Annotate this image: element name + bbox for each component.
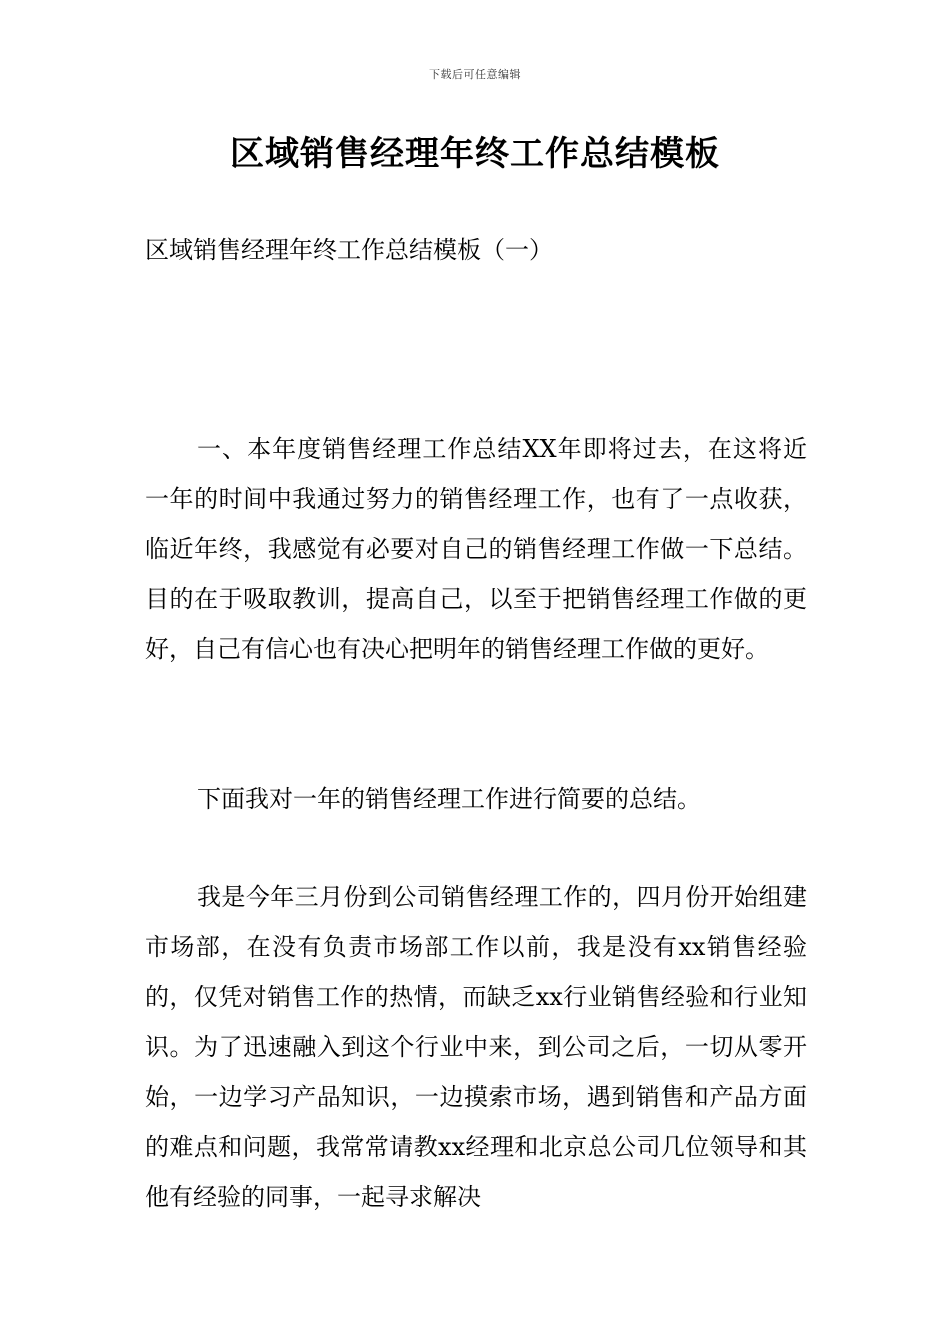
section-subtitle: 区域销售经理年终工作总结模板（一） (145, 236, 553, 264)
document-title: 区域销售经理年终工作总结模板 (230, 134, 720, 174)
header-note: 下载后可任意编辑 (429, 68, 521, 81)
body-paragraph: 下面我对一年的销售经理工作进行简要的总结。 (197, 785, 701, 813)
body-paragraph: 我是今年三月份到公司销售经理工作的，四月份开始组建市场部，在没有负责市场部工作以前，我是没有xx销售经验的，仅凭对销售工作的热情，而缺乏xx行业销售经验和行业知识。为了迅速融入到这个行业中来，到公司之后，一切从零开始，一边学习产品知识，一边摸索市场，遇到销售和产品方面的难点和问题，我常常请教xx经理和北京总公司几位领导和其他有经验的同事，一起寻求解决 (145, 883, 807, 1211)
body-paragraph: 一、本年度销售经理工作总结XX年即将过去，在这将近一年的时间中我通过努力的销售经理工作，也有了一点收获，临近年终，我感觉有必要对自己的销售经理工作做一下总结。目的在于吸取教训，提高自己，以至于把销售经理工作做的更好，自己有信心也有决心把明年的销售经理工作做的更好。 (145, 435, 807, 663)
